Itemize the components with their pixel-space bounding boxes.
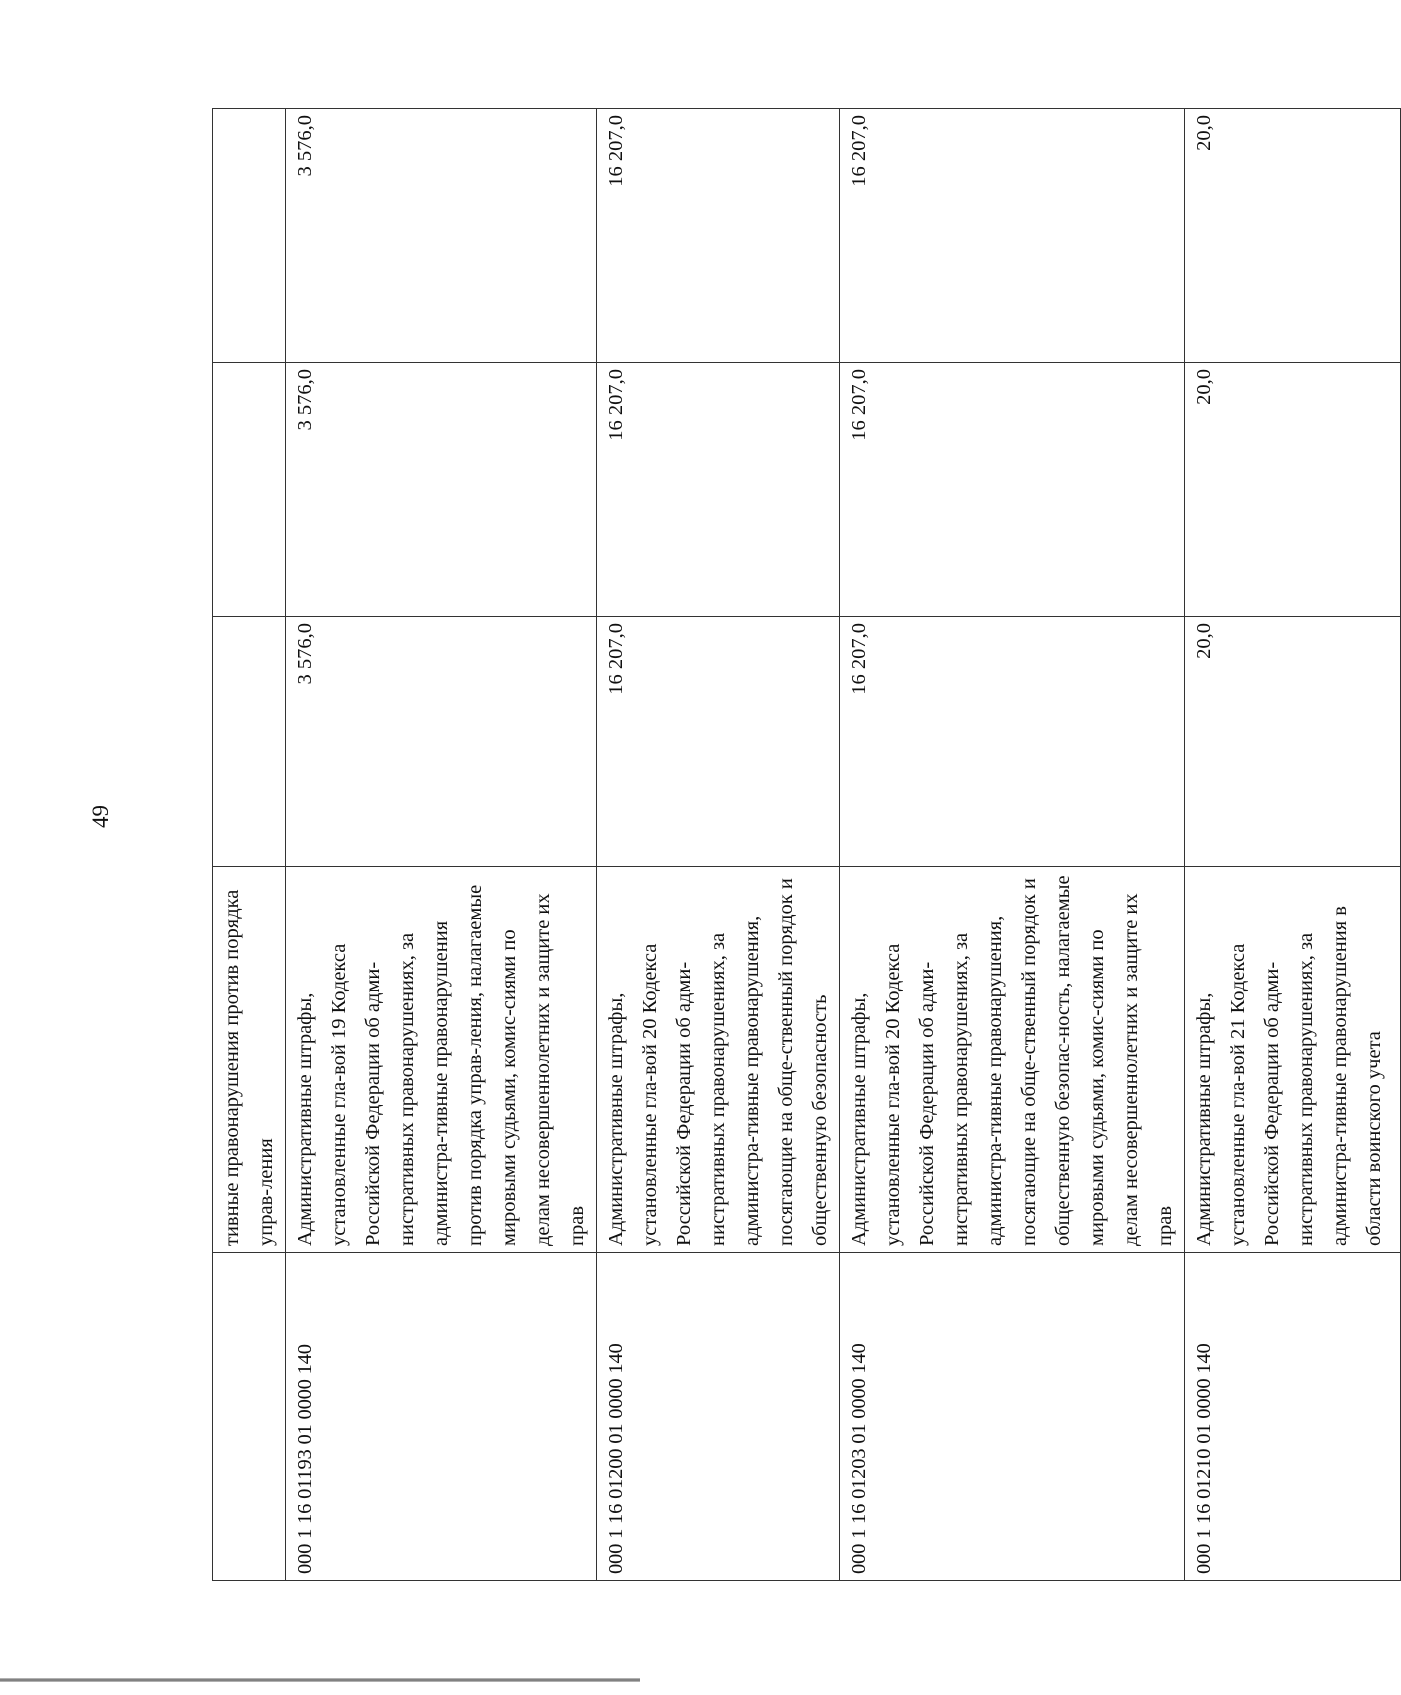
- amount-year3-cell: 16 207,0: [597, 109, 840, 363]
- amount-year2-cell: 16 207,0: [840, 363, 1185, 617]
- revenue-name-cell: тивные правонарушения против порядка управ-ления: [213, 867, 286, 1253]
- budget-code-cell: 000 1 16 01210 01 0000 140: [1185, 1253, 1401, 1581]
- amount-year2-cell: 3 576,0: [286, 363, 597, 617]
- amount-year2-cell: [213, 363, 286, 617]
- table-row: [840, 109, 1185, 1581]
- scan-edge-line: [0, 1678, 640, 1682]
- rotated-table-wrapper: [212, 109, 1385, 1581]
- revenue-name-cell: Административные штрафы, установленные гла-вой 20 Кодекса Российской Федерации об адми-нистративных правонарушениях, за администра-тивные правонарушения, посягающие на обще-ственный порядок и общественную безопас-ность, налагаемые мировыми судьями, комис-сиями по делам несовершеннолетних и защите их прав: [840, 867, 1185, 1253]
- amount-year2-cell: 16 207,0: [597, 363, 840, 617]
- amount-year3-cell: 3 576,0: [286, 109, 597, 363]
- table-row: [597, 109, 840, 1581]
- revenue-name-cell: Административные штрафы, установленные гла-вой 21 Кодекса Российской Федерации об адми-нистративных правонарушениях, за администра-тивные правонарушения в области воинского учета: [1185, 867, 1401, 1253]
- budget-code-cell: 000 1 16 01200 01 0000 140: [597, 1253, 840, 1581]
- amount-year1-cell: 20,0: [1185, 617, 1401, 867]
- amount-year3-cell: 16 207,0: [840, 109, 1185, 363]
- revenue-name-cell: Административные штрафы, установленные гла-вой 20 Кодекса Российской Федерации об адми-нистративных правонарушениях, за администра-тивные правонарушения, посягающие на обще-ственный порядок и общественную безопасность: [597, 867, 840, 1253]
- amount-year1-cell: 16 207,0: [597, 617, 840, 867]
- budget-code-cell: 000 1 16 01203 01 0000 140: [840, 1253, 1185, 1581]
- revenue-name-cell: Административные штрафы, установленные гла-вой 19 Кодекса Российской Федерации об адми-нистративных правонарушениях, за администра-тивные правонарушения против порядка управ-ления, налагаемые мировыми судьями, комис-сиями по делам несовершеннолетних и защите их прав: [286, 867, 597, 1253]
- table-row: [286, 109, 597, 1581]
- page-number: 49: [88, 805, 113, 828]
- table-row: [1185, 109, 1401, 1581]
- budget-code-cell: 000 1 16 01193 01 0000 140: [286, 1253, 597, 1581]
- budget-code-cell: [213, 1253, 286, 1581]
- amount-year3-cell: [213, 109, 286, 363]
- table-row: [213, 109, 286, 1581]
- fines-table: [212, 108, 1401, 1581]
- amount-year1-cell: [213, 617, 286, 867]
- amount-year1-cell: 3 576,0: [286, 617, 597, 867]
- amount-year2-cell: 20,0: [1185, 363, 1401, 617]
- amount-year1-cell: 16 207,0: [840, 617, 1185, 867]
- amount-year3-cell: 20,0: [1185, 109, 1401, 363]
